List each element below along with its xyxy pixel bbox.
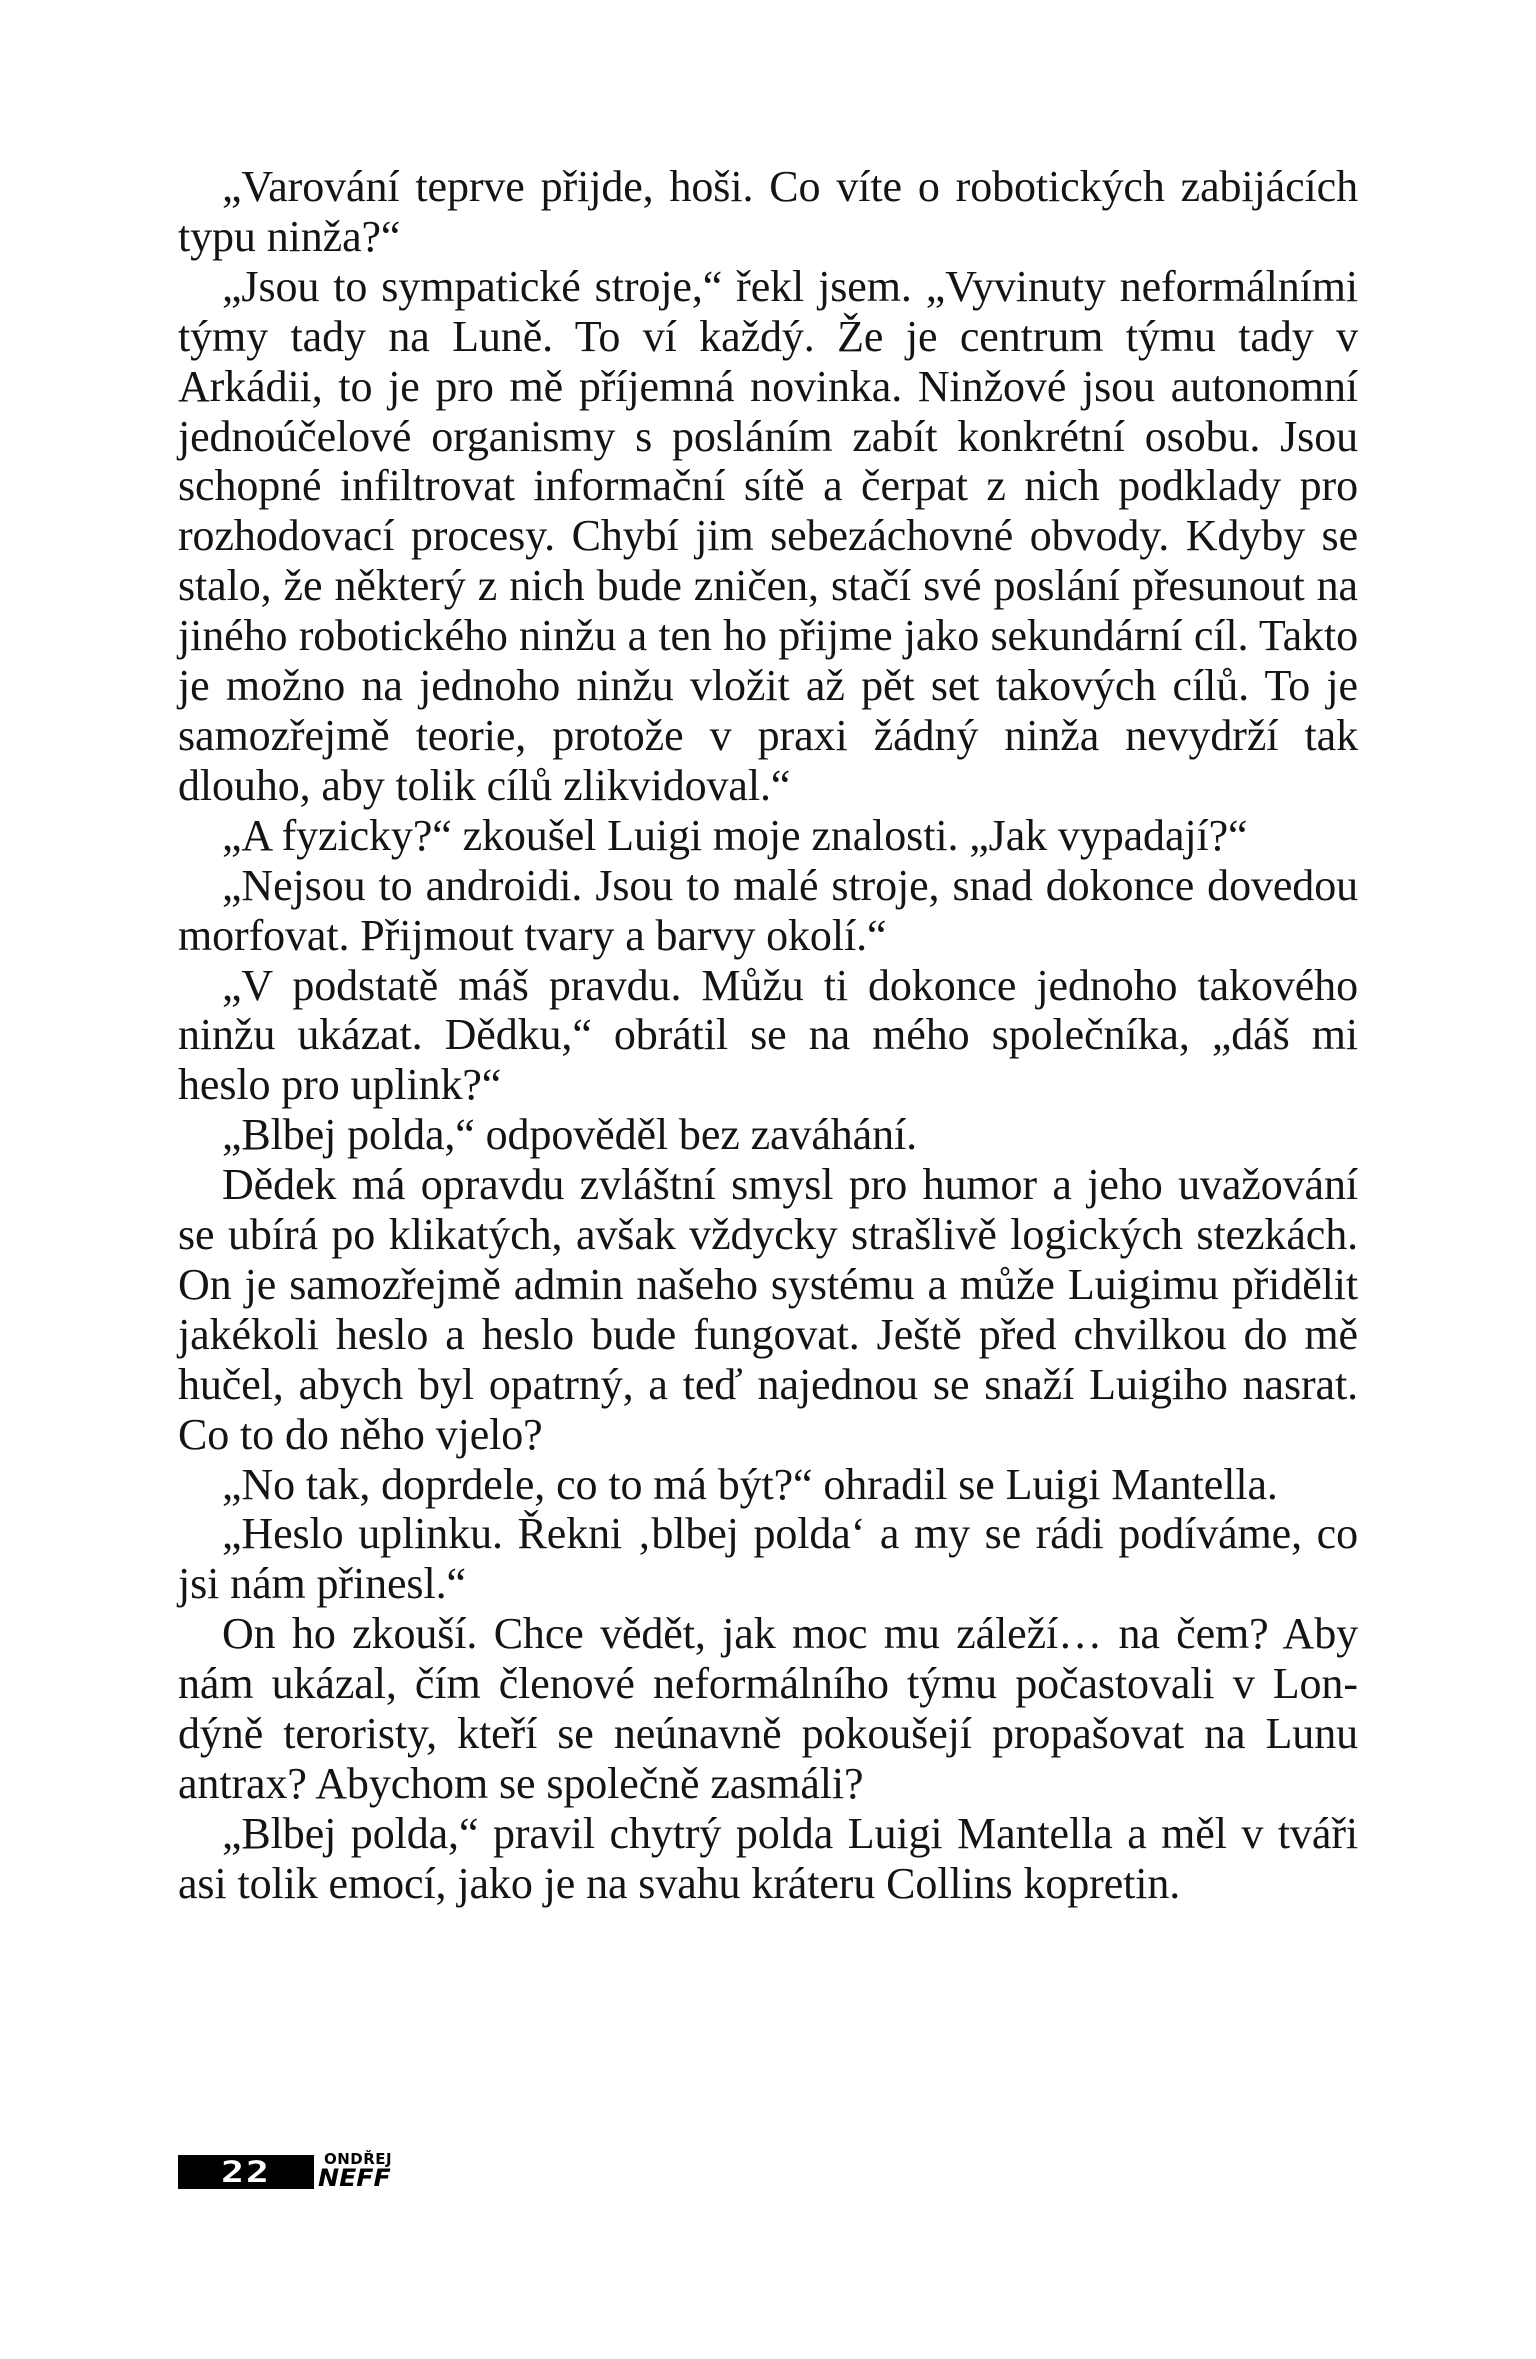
page-number: 22: [221, 2154, 271, 2190]
body-text: [178, 162, 1358, 1909]
paragraph: Dědek má opravdu zvláštní smysl pro humor a jeho uvažování se ubírá po klikatých, avšak vždycky strašlivě logických stezkách. On je samozřejmě admin našeho systému a může Luigimu přidělit jakékoli heslo a heslo bude fungovat. Ještě před chvilkou do mě hučel, abych byl opatrný, a teď najednou se snaží Luigiho nasrat. Co to do něho vjelo?: [178, 1160, 1358, 1459]
author-first-name: ONDŘEJ: [324, 2149, 393, 2168]
author-last-name: NEFF: [318, 2163, 391, 2192]
paragraph: „Blbej polda,“ pravil chytrý polda Luigi Mantella a měl v tváři asi tolik emocí, jako je na svahu kráteru Collins kopretin.: [178, 1808, 1358, 1908]
paragraph: „Blbej polda,“ odpověděl bez zaváhání.: [222, 1110, 918, 1160]
paragraph: „Jsou to sympatické stroje,“ řekl jsem. „Vyvinuty neformálními týmy tady na Luně. To ví každý. Že je centrum týmu tady v Arkádii, to je pro mě příjemná novinka. Ninžové jsou autonomní jednoúčelové organismy s posláním zabít konkrétní osobu. Jsou schopné infiltrovat informační sítě a čerpat z nich podklady pro rozhodovací procesy. Chybí jim sebezáchovné obvody. Kdyby se stalo, že některý z nich bude zničen, stačí své poslání přesunout na jiného robotického ninžu a ten ho přijme jako sekundární cíl. Takto je možno na jednoho ninžu vložit až pět set takových cílů. To je samozřejmě teorie, protože v praxi žádný ninža nevydrží tak dlouho, aby tolik cílů zlikvidoval.“: [178, 261, 1358, 810]
page-footer: [178, 2149, 392, 2191]
paragraph: On ho zkouší. Chce vědět, jak moc mu záleží… na čem? Aby nám ukázal, čím členové neformálního týmu počastovali v Londýně teroristy, kteří se neúnavně pokoušejí propašovat na Lunu antrax? Abychom se společně zasmáli?: [178, 1609, 1358, 1808]
author-logo: [318, 2149, 392, 2191]
paragraph: „No tak, doprdele, co to má být?“ ohradil se Luigi Mantella.: [222, 1459, 1278, 1509]
paragraph: „A fyzicky?“ zkoušel Luigi moje znalosti. „Jak vypadají?“: [222, 810, 1248, 860]
paragraph: „Nejsou to androidi. Jsou to malé stroje, snad dokonce dovedou morfovat. Přijmout tvary a barvy okolí.“: [178, 860, 1358, 960]
page-number-bar: [178, 2155, 314, 2189]
paragraph: „V podstatě máš pravdu. Můžu ti dokonce jednoho takového ninžu ukázat. Dědku,“ obrátil se na mého společníka, „dáš mi heslo pro uplink?“: [178, 960, 1358, 1110]
paragraph: „Heslo uplinku. Řekni ‚blbej polda‘ a my se rádi podíváme, co jsi nám přinesl.“: [178, 1509, 1358, 1609]
paragraph: „Varování teprve přijde, hoši. Co víte o robotických zabijácích typu ninža?“: [178, 162, 1358, 261]
